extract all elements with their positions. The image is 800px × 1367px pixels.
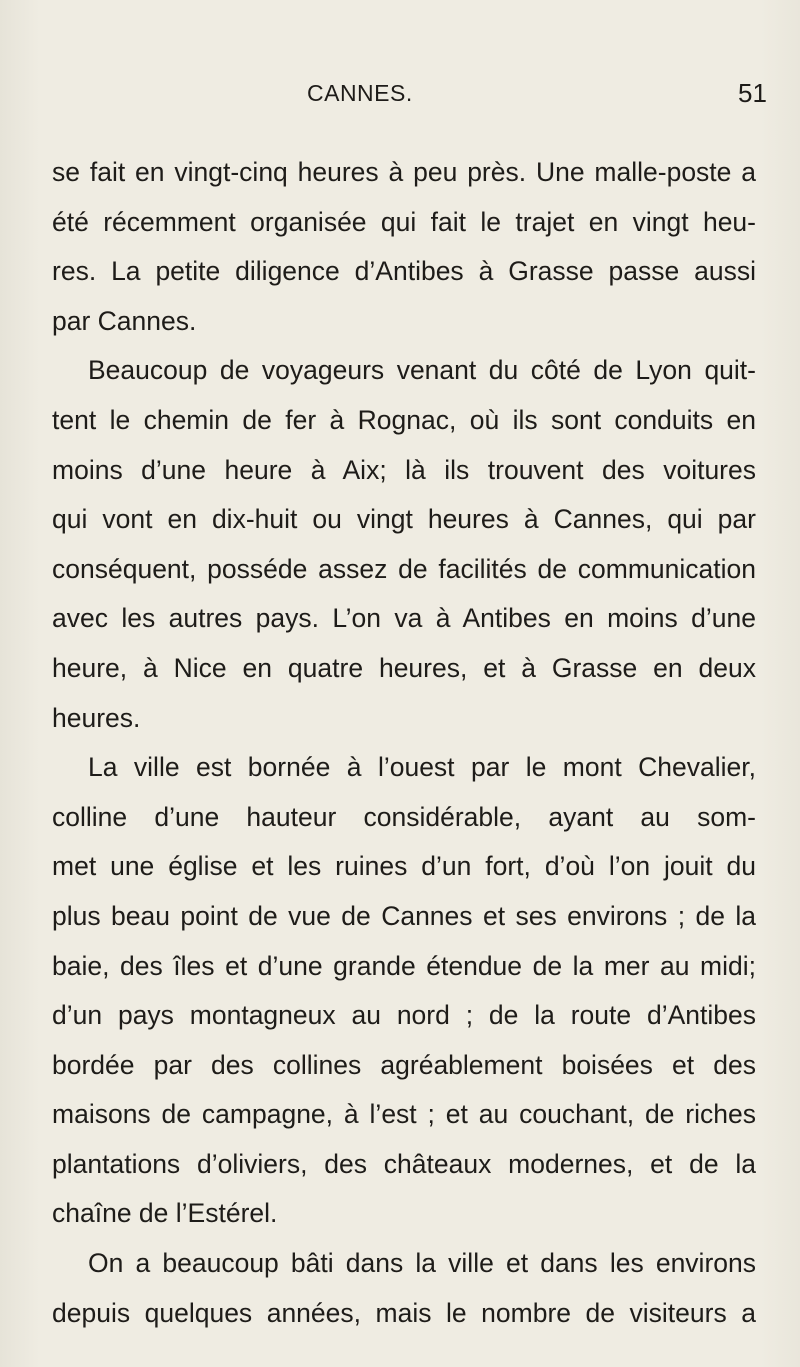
text-line: La ville est bornée à l’ouest par le mont Chevalier,	[88, 752, 756, 783]
text-line: été récemment organisée qui fait le trajet en vingt heu-	[52, 206, 756, 237]
page-header	[0, 80, 800, 116]
text-line: res. La petite diligence d’Antibes à Grasse passe aussi	[52, 256, 756, 287]
text-line: Beaucoup de voyageurs venant du côté de Lyon quit-	[88, 355, 756, 386]
text-line: colline d’une hauteur considérable, ayant au som-	[52, 801, 756, 832]
text-line: plantations d’oliviers, des châteaux modernes, et de la	[52, 1148, 756, 1179]
text-line: met une église et les ruines d’un fort, d’où l’on jouit du	[52, 851, 756, 882]
text-line: baie, des îles et d’une grande étendue de la mer au midi;	[52, 950, 756, 981]
text-line: avec les autres pays. L’on va à Antibes en moins d’une	[52, 603, 756, 634]
text-line: chaîne de l’Estérel.	[52, 1198, 278, 1229]
text-line: d’un pays montagneux au nord ; de la route d’Antibes	[52, 1000, 756, 1031]
text-line: bordée par des collines agréablement boisées et des	[52, 1049, 756, 1080]
body-text	[52, 148, 756, 1338]
text-line: se fait en vingt-cinq heures à peu près. Une malle-poste a	[52, 157, 756, 187]
text-line: tent le chemin de fer à Rognac, où ils sont conduits en	[52, 404, 756, 435]
text-line: par Cannes.	[52, 305, 197, 336]
text-line: maisons de campagne, à l’est ; et au couchant, de riches	[52, 1099, 756, 1130]
text-line: heures.	[52, 702, 141, 733]
text-line: moins d’une heure à Aix; là ils trouvent des voitures	[52, 454, 756, 485]
text-line: On a beaucoup bâti dans la ville et dans les environs	[88, 1248, 756, 1279]
page-number: 51	[738, 78, 767, 108]
text-line: plus beau point de vue de Cannes et ses environs ; de la	[52, 900, 756, 931]
text-line: depuis quelques années, mais le nombre de visiteurs a	[52, 1297, 756, 1328]
text-line: heure, à Nice en quatre heures, et à Grasse en deux	[52, 652, 756, 683]
text-line: conséquent, posséde assez de facilités de communication	[52, 553, 756, 584]
running-title: CANNES.	[307, 80, 413, 106]
text-line: qui vont en dix-huit ou vingt heures à Cannes, qui par	[52, 504, 756, 535]
